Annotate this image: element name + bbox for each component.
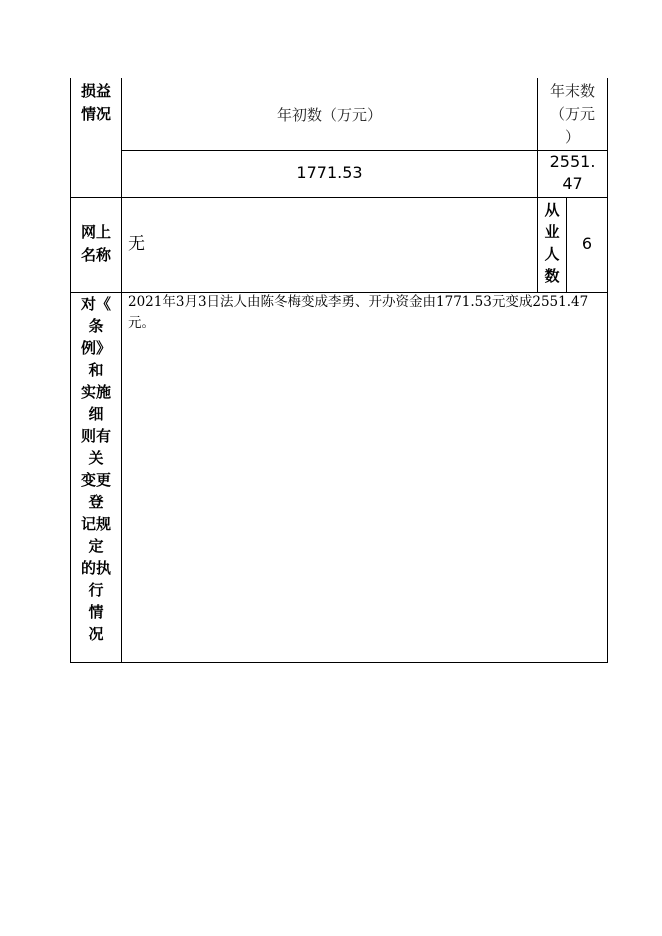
regulation-label: 对《 条 例》 和 实施 细 则有 关 变更 登 记规 定 的执 行 情 况 bbox=[80, 295, 111, 643]
regulation-content: 2021年3月3日法人由陈冬梅变成李勇、开办资金由1771.53元变成2551.47元。 bbox=[128, 294, 589, 331]
start-year-value: 1771.53 bbox=[296, 163, 363, 182]
end-year-value: 2551. 47 bbox=[549, 152, 596, 193]
row-divider-profit-bottom bbox=[71, 197, 607, 198]
end-year-header: 年末数 （万元 ） bbox=[549, 82, 595, 146]
row-divider-profit-mid bbox=[121, 150, 607, 151]
report-table bbox=[70, 78, 608, 663]
staff-count-label: 从 业 人 数 bbox=[544, 201, 560, 285]
online-name-value: 无 bbox=[128, 234, 145, 254]
start-year-header: 年初数（万元） bbox=[276, 106, 382, 124]
staff-count-value: 6 bbox=[581, 234, 593, 253]
online-name-label: 网上 名称 bbox=[80, 223, 111, 264]
profit-label: 损益 情况 bbox=[80, 82, 111, 123]
